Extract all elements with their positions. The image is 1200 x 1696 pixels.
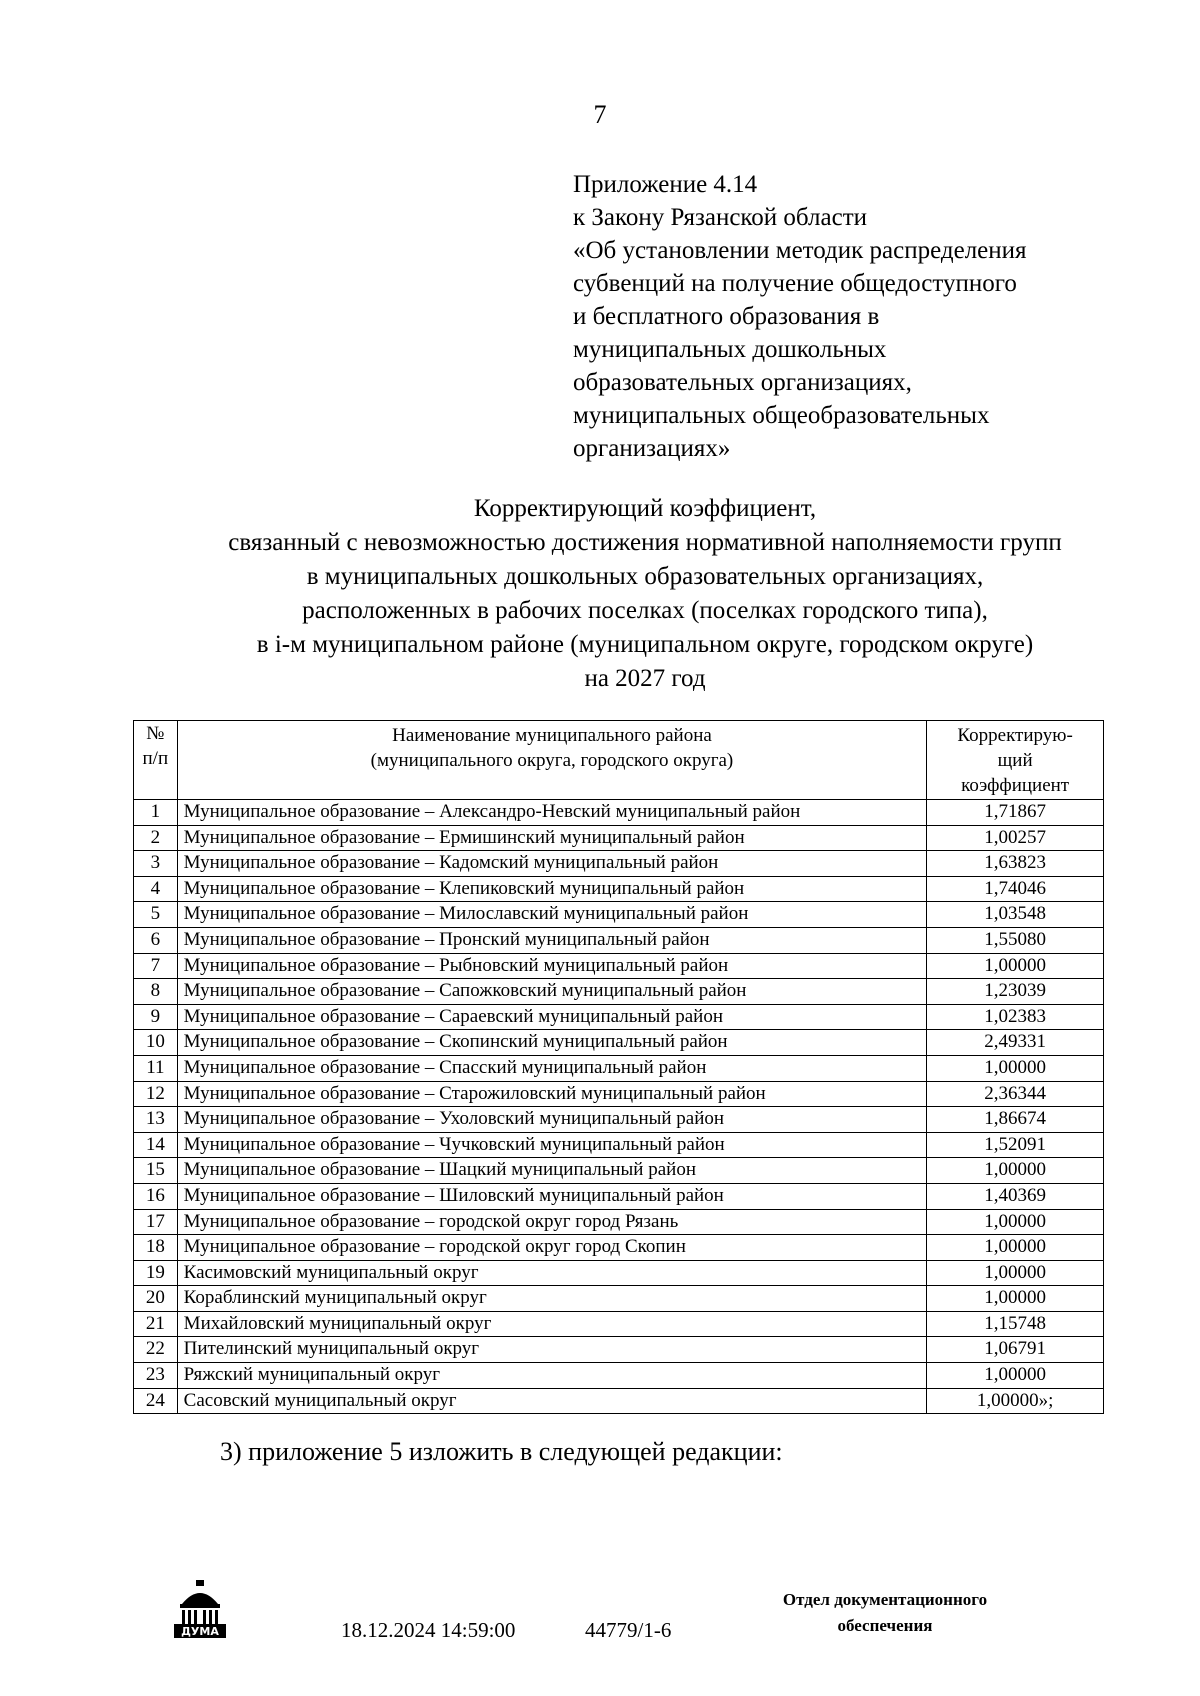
- table-row: [134, 902, 1104, 928]
- coefficient-value: 1,00000: [927, 953, 1104, 979]
- row-number: 24: [134, 1388, 178, 1414]
- row-number: 13: [134, 1107, 178, 1133]
- coefficient-value: 1,00000»;: [927, 1388, 1104, 1414]
- district-name: Муниципальное образование – Клепиковский муниципальный район: [177, 876, 927, 902]
- table-row: [134, 1004, 1104, 1030]
- district-name: Муниципальное образование – Скопинский муниципальный район: [177, 1030, 927, 1056]
- header-name: Наименование муниципального района (муниципального округа, городского округа): [177, 721, 927, 800]
- coefficient-value: 1,02383: [927, 1004, 1104, 1030]
- row-number: 10: [134, 1030, 178, 1056]
- row-number: 22: [134, 1337, 178, 1363]
- row-number: 18: [134, 1235, 178, 1261]
- table-row: [134, 1235, 1104, 1261]
- table-row: [134, 1107, 1104, 1133]
- table-row: [134, 1260, 1104, 1286]
- district-name: Михайловский муниципальный округ: [177, 1311, 927, 1337]
- row-number: 8: [134, 979, 178, 1005]
- row-number: 15: [134, 1158, 178, 1184]
- district-name: Пителинский муниципальный округ: [177, 1337, 927, 1363]
- table-row: [134, 953, 1104, 979]
- district-name: Муниципальное образование – Милославский муниципальный район: [177, 902, 927, 928]
- coefficient-value: 1,23039: [927, 979, 1104, 1005]
- row-number: 2: [134, 825, 178, 851]
- district-name: Муниципальное образование – Александро-Невский муниципальный район: [177, 800, 927, 826]
- table-row: [134, 1363, 1104, 1389]
- title-line: расположенных в рабочих поселках (поселках городского типа),: [302, 597, 988, 624]
- coefficient-table: [133, 720, 1104, 1414]
- table-row: [134, 1055, 1104, 1081]
- coefficient-value: 2,49331: [927, 1030, 1104, 1056]
- coefficient-value: 1,71867: [927, 800, 1104, 826]
- appendix-line: к Закону Рязанской области: [573, 204, 867, 231]
- row-number: 1: [134, 800, 178, 826]
- district-name: Муниципальное образование – Чучковский муниципальный район: [177, 1132, 927, 1158]
- district-name: Муниципальное образование – Шиловский муниципальный район: [177, 1183, 927, 1209]
- table-row: [134, 851, 1104, 877]
- table-row: [134, 1337, 1104, 1363]
- table-row: [134, 1311, 1104, 1337]
- row-number: 9: [134, 1004, 178, 1030]
- row-number: 3: [134, 851, 178, 877]
- row-number: 7: [134, 953, 178, 979]
- district-name: Муниципальное образование – Сараевский муниципальный район: [177, 1004, 927, 1030]
- table-row: [134, 1158, 1104, 1184]
- table-row: [134, 1286, 1104, 1312]
- table-header-row: [134, 721, 1104, 800]
- row-number: 17: [134, 1209, 178, 1235]
- header-coef: Корректирую- щий коэффициент: [927, 721, 1104, 800]
- coefficient-value: 1,86674: [927, 1107, 1104, 1133]
- table-row: [134, 927, 1104, 953]
- district-name: Муниципальное образование – Сапожковский муниципальный район: [177, 979, 927, 1005]
- coefficient-value: 1,00000: [927, 1209, 1104, 1235]
- duma-logo-icon: [168, 1578, 232, 1642]
- title-line: Корректирующий коэффициент,: [473, 495, 817, 522]
- coefficient-value: 1,00000: [927, 1055, 1104, 1081]
- district-name: Муниципальное образование – Шацкий муниципальный район: [177, 1158, 927, 1184]
- district-name: Муниципальное образование – Пронский муниципальный район: [177, 927, 927, 953]
- row-number: 14: [134, 1132, 178, 1158]
- row-number: 19: [134, 1260, 178, 1286]
- row-number: 16: [134, 1183, 178, 1209]
- coefficient-value: 1,63823: [927, 851, 1104, 877]
- coefficient-value: 1,03548: [927, 902, 1104, 928]
- coefficient-value: 1,55080: [927, 927, 1104, 953]
- district-name: Муниципальное образование – Ермишинский муниципальный район: [177, 825, 927, 851]
- table-row: [134, 876, 1104, 902]
- title-line: связанный с невозможностью достижения нормативной наполняемости групп: [228, 529, 1062, 556]
- registration-number: 44779/1-6: [585, 1618, 672, 1642]
- coefficient-value: 1,00000: [927, 1235, 1104, 1261]
- coefficient-value: 1,15748: [927, 1311, 1104, 1337]
- row-number: 6: [134, 927, 178, 953]
- district-name: Касимовский муниципальный округ: [177, 1260, 927, 1286]
- row-number: 20: [134, 1286, 178, 1312]
- logo-text: ДУМА: [181, 1625, 219, 1638]
- coefficient-value: 1,00000: [927, 1260, 1104, 1286]
- coefficient-value: 1,00000: [927, 1158, 1104, 1184]
- department-stamp: [735, 1587, 1035, 1639]
- registration-datetime: 18.12.2024 14:59:00: [341, 1618, 516, 1642]
- appendix-line: субвенций на получение общедоступного: [573, 270, 1017, 297]
- row-number: 23: [134, 1363, 178, 1389]
- appendix-header: [573, 168, 1133, 465]
- table-row: [134, 979, 1104, 1005]
- coefficient-value: 1,00000: [927, 1286, 1104, 1312]
- coefficient-value: 1,00000: [927, 1363, 1104, 1389]
- district-name: Муниципальное образование – городской округ город Рязань: [177, 1209, 927, 1235]
- title-line: в муниципальных дошкольных образовательных организациях,: [306, 563, 984, 590]
- table-row: [134, 825, 1104, 851]
- appendix-line: муниципальных дошкольных: [573, 336, 887, 363]
- department-line: Отдел документационного: [782, 1590, 988, 1609]
- coefficient-value: 1,52091: [927, 1132, 1104, 1158]
- table-body: [134, 800, 1104, 1414]
- district-name: Муниципальное образование – Рыбновский муниципальный район: [177, 953, 927, 979]
- district-name: Муниципальное образование – Спасский муниципальный район: [177, 1055, 927, 1081]
- table-row: [134, 1183, 1104, 1209]
- table-row: [134, 800, 1104, 826]
- district-name: Ряжский муниципальный округ: [177, 1363, 927, 1389]
- row-number: 12: [134, 1081, 178, 1107]
- district-name: Кораблинский муниципальный округ: [177, 1286, 927, 1312]
- title-line: на 2027 год: [584, 665, 706, 692]
- district-name: Муниципальное образование – Старожиловский муниципальный район: [177, 1081, 927, 1107]
- table-row: [134, 1388, 1104, 1414]
- row-number: 4: [134, 876, 178, 902]
- table-row: [134, 1132, 1104, 1158]
- row-number: 11: [134, 1055, 178, 1081]
- appendix-line: организациях»: [573, 435, 731, 462]
- appendix-line: и бесплатного образования в: [573, 303, 880, 330]
- district-name: Сасовский муниципальный округ: [177, 1388, 927, 1414]
- appendix-line: «Об установлении методик распределения: [573, 237, 1027, 264]
- department-line: обеспечения: [837, 1616, 933, 1635]
- district-name: Муниципальное образование – городской округ город Скопин: [177, 1235, 927, 1261]
- title-line: в i-м муниципальном районе (муниципальном округе, городском округе): [256, 631, 1034, 658]
- appendix-line: муниципальных общеобразовательных: [573, 402, 990, 429]
- table-row: [134, 1081, 1104, 1107]
- coefficient-value: 2,36344: [927, 1081, 1104, 1107]
- coefficient-value: 1,00257: [927, 825, 1104, 851]
- district-name: Муниципальное образование – Ухоловский муниципальный район: [177, 1107, 927, 1133]
- coefficient-value: 1,74046: [927, 876, 1104, 902]
- row-number: 5: [134, 902, 178, 928]
- coefficient-value: 1,40369: [927, 1183, 1104, 1209]
- district-name: Муниципальное образование – Кадомский муниципальный район: [177, 851, 927, 877]
- header-num: № п/п: [134, 721, 178, 800]
- document-title: [0, 492, 1200, 696]
- table-row: [134, 1209, 1104, 1235]
- coefficient-value: 1,06791: [927, 1337, 1104, 1363]
- table-row: [134, 1030, 1104, 1056]
- page-number: 7: [593, 100, 607, 129]
- row-number: 21: [134, 1311, 178, 1337]
- appendix-line: образовательных организациях,: [573, 369, 912, 396]
- next-clause: 3) приложение 5 изложить в следующей редакции:: [220, 1437, 783, 1466]
- appendix-line: Приложение 4.14: [573, 171, 758, 198]
